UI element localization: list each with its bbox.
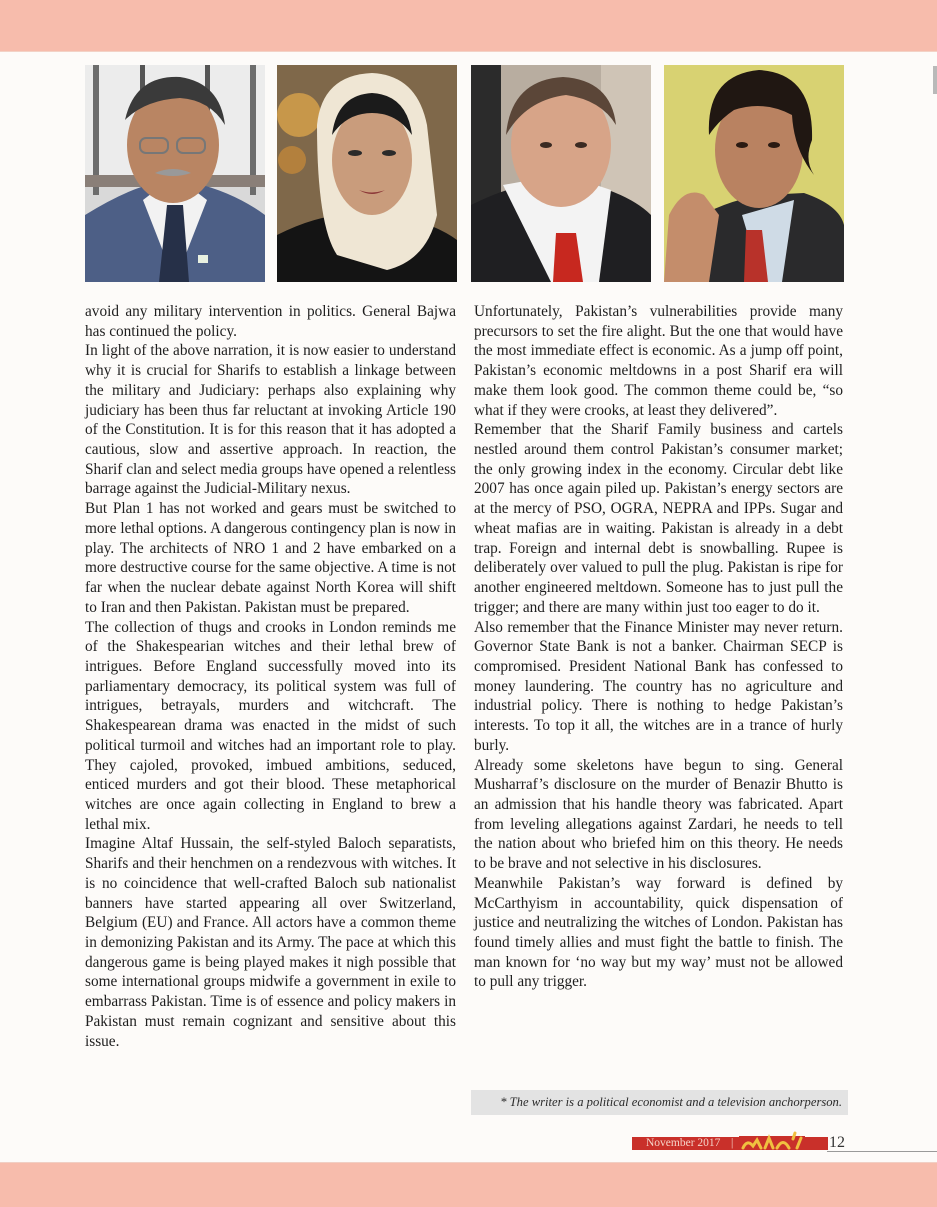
top-band bbox=[0, 0, 937, 52]
portrait-photo-4 bbox=[664, 65, 844, 282]
portrait-photo-3 bbox=[471, 65, 651, 282]
paragraph: The collection of thugs and crooks in London reminds me of the Shakespearian witches and their lethal brew of intrigues. Before England successfully moved into its parliamentary democracy, its political system was full of intrigues, betrayals, murders and witchcraft. The Shakespearean drama was enacted in the midst of such political turmoil and witches had an important role to play. They cajoled, provoked, imbued ambitions, seduced, enticed murders and got their blood. These metaphorical witches are once again collecting in England to brew a lethal mix. bbox=[85, 618, 456, 833]
paragraph: avoid any military intervention in politics. General Bajwa has continued the policy. bbox=[85, 303, 456, 340]
author-footnote: * The writer is a political economist and a television anchorperson. bbox=[471, 1090, 848, 1115]
page-edge-mark bbox=[933, 66, 937, 94]
footer-rule bbox=[827, 1151, 937, 1152]
page-number: 12 bbox=[829, 1134, 845, 1151]
bottom-band bbox=[0, 1162, 937, 1207]
paragraph: In light of the above narration, it is now easier to understand why it is crucial for Sharifs to establish a linkage between the military and Judiciary: perhaps also explaining why judiciary has been thus far reluctant at invoking Article 190 of the Constitution. It is for this reason that it has adopted a cautious, slow and assertive approach. In reaction, the Sharif clan and select media groups have opened a relentless barrage against the Judicial-Military nexus. bbox=[85, 342, 456, 498]
footer-separator: | bbox=[731, 1137, 734, 1149]
paragraph: Already some skeletons have begun to sing. General Musharraf’s disclosure on the murder of Benazir Bhutto is an admission that his handle theory was fabricated. Apart from leveling allegations against Zardari, he needs to tell the nation about who briefed him on this theory. He needs to be brave and not selective in his disclosures. bbox=[474, 756, 843, 873]
paragraph: Imagine Altaf Hussain, the self-styled Baloch separatists, Sharifs and their henchmen on a rendezvous with witches. It is no coincidence that well-crafted Baloch sub nationalist banners have started appearing all over Switzerland, Belgium (EU) and France. All actors have a common theme in demonizing Pakistan and its Army. The pace at which this dangerous game is being played makes it nigh possible that some international groups midwife a government in exile to embarrass Pakistan. Time is of essence and policy makers in Pakistan must remain cognizant and sensitive about this issue. bbox=[85, 835, 456, 1050]
magazine-logo bbox=[737, 1129, 807, 1153]
paragraph: But Plan 1 has not worked and gears must be switched to more lethal options. A dangerous contingency plan is now in play. The architects of NRO 1 and 2 have embarked on a more destructive course for the same objective. A time is not far when the nuclear debate against North Korea will shift to Iran and then Pakistan. Pakistan must be prepared. bbox=[85, 500, 456, 616]
paragraph: Unfortunately, Pakistan’s vulnerabilities provide many precursors to set the fire alight. But the one that would have the most immediate effect is economic. As a jump off point, Pakistan’s economic meltdowns in a post Sharif era will make them look good. The common theme could be, “so what if they were crooks, at least they delivered”. bbox=[474, 303, 843, 419]
paragraph: Also remember that the Finance Minister may never return. Governor State Bank is not a banker. Chairman SECP is compromised. President National Bank has confessed to money laundering. The country has no agriculture and industrial policy. There is nothing to hedge Pakistan’s interests. To top it all, the witches are in a trance of hurly burly. bbox=[474, 618, 843, 754]
paragraph: Meanwhile Pakistan’s way forward is defined by McCarthyism in accountability, quick dispensation of justice and neutralizing the witches of London. Pakistan has found timely allies and must fight the battle to finish. The man known for ‘no way but my way’ must not be allowed to pull any trigger. bbox=[474, 874, 843, 991]
paragraph: Remember that the Sharif Family business and cartels nestled around them control Pakistan’s consumer market; the only growing index in the economy. Circular debt like 2007 has once again piled up. Pakistan’s energy sectors are at the mercy of PSO, OGRA, NEPRA and IPPs. Sugar and wheat mafias are in waiting. Pakistan is already in a debt trap. Foreign and internal debt is snowballing. Rupee is deliberately over valued to pull the plug. Pakistan is ripe for another engineered meltdown. Someone has to just pull the trigger; and there are many within just too eager to do it. bbox=[474, 421, 843, 616]
article-column-left bbox=[85, 302, 456, 1051]
portrait-photo-2 bbox=[277, 65, 457, 282]
article-column-right bbox=[474, 302, 843, 992]
issue-date: November 2017 bbox=[646, 1137, 721, 1149]
portrait-photo-1 bbox=[85, 65, 265, 282]
